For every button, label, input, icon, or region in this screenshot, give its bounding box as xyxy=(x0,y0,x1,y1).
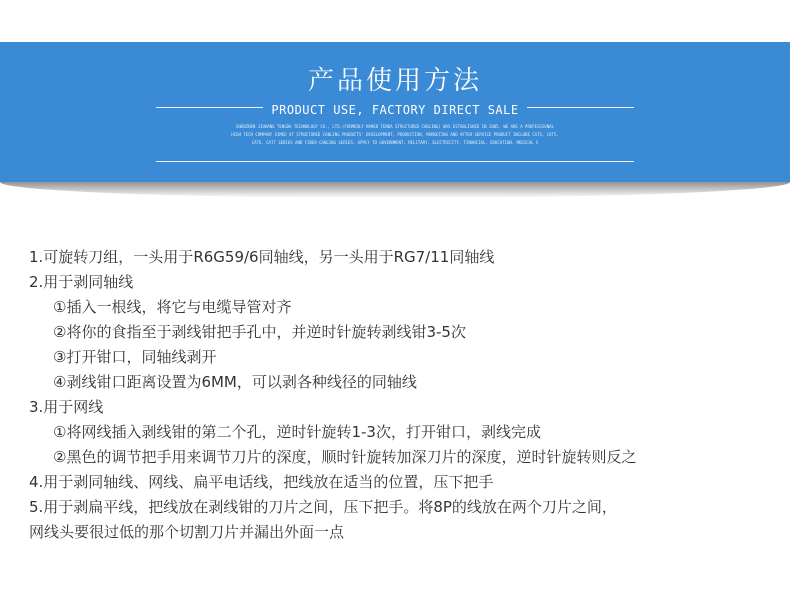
instruction-subitem: ③打开钳口，同轴线剥开 xyxy=(53,348,217,366)
instruction-item: 5.用于剥扁平线，把线放在剥线钳的刀片之间，压下把手。将8P的线放在两个刀片之间， xyxy=(29,498,617,516)
instruction-item: 2.用于剥同轴线 xyxy=(29,273,134,291)
banner-frame xyxy=(156,103,634,162)
banner-title: 产品使用方法 xyxy=(307,66,482,96)
banner-small-line: HIGH TECH COMPANY AIMED AT STRUCTURED CABLING PRODUCTS' DEVELOPMENT, PRODUCTION, MARKETING AND AFTER SERVICE PRODUCT INCLUDE CAT5, CAT5, xyxy=(231,132,559,137)
instruction-item: 4.用于剥同轴线、网线、扁平电话线，把线放在适当的位置，压下把手 xyxy=(29,473,494,491)
instruction-subitem: ②将你的食指至于剥线钳把手孔中，并逆时针旋转剥线钳3-5次 xyxy=(53,323,466,341)
banner-subtitle: PRODUCT USE, FACTORY DIRECT SALE xyxy=(263,103,526,117)
instruction-subitem: ②黑色的调节把手用来调节刀片的深度，顺时针旋转加深刀片的深度，逆时针旋转则反之 xyxy=(53,448,637,466)
banner-small-line: SHENZHEN JIUHANG TENGDA TECHNOLOGY CO., LTD.(FORMERLY NAMED TENDA STRUCTURED CABLING) WAS ESTABLISHED IN 2005. WE ARE A PROFESSIONAL xyxy=(236,124,554,129)
instruction-subitem: ①插入一根线，将它与电缆导管对齐 xyxy=(53,298,292,316)
header-banner xyxy=(0,42,790,182)
banner-company-text xyxy=(196,123,594,147)
instruction-item: 网线头要很过低的那个切割刀片并漏出外面一点 xyxy=(29,523,345,541)
instructions-list xyxy=(29,245,784,545)
banner-small-line: CAT6, CAT7 SERIES AND FIBER CABLING SERIES, APPLY TO GOVERNMENT, MILITARY, ELECTRICITY, FINANCIAL, EDUCATION, MEDICAL S xyxy=(251,140,539,145)
banner-shadow xyxy=(0,182,790,198)
instruction-item: 1.可旋转刀组，一头用于R6G59/6同轴线，另一头用于RG7/11同轴线 xyxy=(29,248,495,266)
instruction-subitem: ④剥线钳口距离设置为6MM，可以剥各种线径的同轴线 xyxy=(53,373,417,391)
banner-subtitle-wrap xyxy=(156,99,634,118)
instruction-item: 3.用于网线 xyxy=(29,398,104,416)
instruction-subitem: ①将网线插入剥线钳的第二个孔，逆时针旋转1-3次，打开钳口，剥线完成 xyxy=(53,423,541,441)
